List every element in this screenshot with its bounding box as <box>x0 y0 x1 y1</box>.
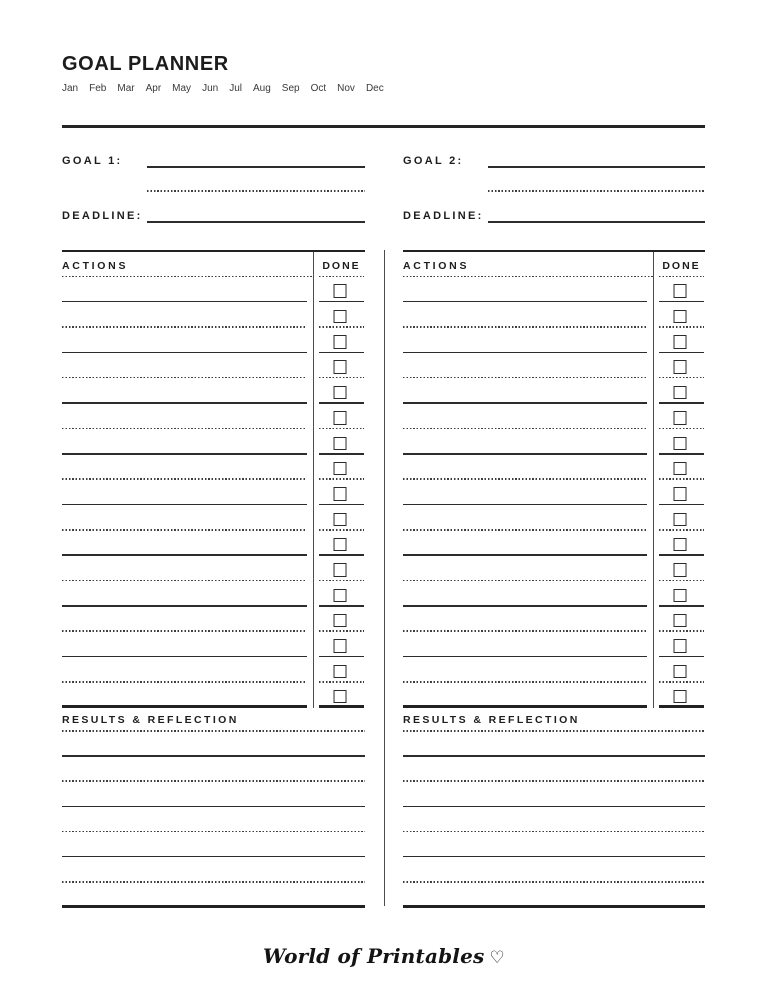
rule <box>403 580 647 582</box>
rule <box>62 580 307 582</box>
rule <box>488 221 705 223</box>
done-checkbox[interactable] <box>673 665 687 679</box>
action-write-line <box>403 277 653 302</box>
rule <box>62 881 365 883</box>
done-cell <box>654 328 705 353</box>
done-header: DONE <box>662 259 701 272</box>
results-write-line <box>403 857 705 882</box>
action-write-line <box>403 581 653 606</box>
rule <box>62 478 307 480</box>
done-cell <box>654 455 705 480</box>
done-cell <box>314 277 365 302</box>
done-cell <box>654 683 705 708</box>
rule <box>403 630 647 632</box>
rule <box>62 428 307 430</box>
rule <box>147 190 365 192</box>
action-write-line <box>62 607 313 632</box>
done-cell <box>314 556 365 581</box>
results-write-line <box>403 807 705 832</box>
rule <box>62 554 307 556</box>
done-cell <box>654 353 705 378</box>
results-write-line <box>403 757 705 782</box>
action-write-line <box>62 683 313 708</box>
done-cell <box>654 531 705 556</box>
goal-1-column <box>62 148 365 908</box>
rule <box>62 656 307 658</box>
done-checkbox[interactable] <box>333 335 347 349</box>
done-header: DONE <box>322 259 361 272</box>
rule <box>319 705 364 708</box>
done-checkbox[interactable] <box>673 462 687 476</box>
goal-2-column <box>403 148 705 908</box>
rule <box>403 352 647 354</box>
done-checkbox[interactable] <box>333 538 347 552</box>
rule <box>403 755 705 757</box>
action-write-line <box>62 328 313 353</box>
rule <box>403 529 647 531</box>
rule <box>403 605 647 607</box>
rule <box>403 554 647 556</box>
action-write-line <box>403 429 653 454</box>
done-cell <box>314 581 365 606</box>
rule <box>62 377 307 379</box>
done-checkbox[interactable] <box>333 614 347 628</box>
done-checkbox[interactable] <box>673 284 687 298</box>
rule <box>403 705 647 708</box>
results-write-line <box>62 807 365 832</box>
action-write-line <box>403 378 653 403</box>
done-checkbox[interactable] <box>333 284 347 298</box>
action-write-line <box>62 353 313 378</box>
rule <box>403 402 647 404</box>
done-checkbox[interactable] <box>333 462 347 476</box>
done-checkbox[interactable] <box>673 487 687 501</box>
results-write-line <box>403 883 705 908</box>
action-write-line <box>403 505 653 530</box>
done-cell <box>654 378 705 403</box>
rule <box>403 856 705 858</box>
action-write-line <box>62 657 313 682</box>
rule <box>62 856 365 858</box>
month-may: May <box>172 83 192 94</box>
done-checkbox[interactable] <box>333 513 347 527</box>
done-cell <box>314 505 365 530</box>
rule <box>403 377 647 379</box>
done-checkbox[interactable] <box>673 360 687 374</box>
month-feb: Feb <box>89 83 107 94</box>
rule <box>147 166 365 168</box>
rule <box>403 681 647 683</box>
rule <box>62 276 313 278</box>
done-checkbox[interactable] <box>673 690 687 704</box>
rule <box>62 504 307 506</box>
month-sep: Sep <box>281 83 300 94</box>
goal-2-write-line <box>488 166 705 168</box>
rule <box>62 681 307 683</box>
brand-name: World of Printables <box>263 944 485 968</box>
actions-header: ACTIONS <box>403 259 470 272</box>
done-cell <box>654 480 705 505</box>
rule <box>62 453 307 455</box>
done-cell <box>314 632 365 657</box>
actions-table-2 <box>403 250 705 708</box>
rule <box>62 780 365 782</box>
rule <box>403 301 647 303</box>
done-checkbox[interactable] <box>333 386 347 400</box>
action-write-line <box>62 455 313 480</box>
header-divider-rule <box>62 125 705 128</box>
action-write-line <box>62 556 313 581</box>
action-write-line <box>62 531 313 556</box>
goal-2-label: GOAL 2: <box>403 155 464 167</box>
month-jul: Jul <box>229 83 242 94</box>
rule <box>403 881 705 883</box>
done-cell <box>314 683 365 708</box>
month-oct: Oct <box>310 83 327 94</box>
actions-header-cell <box>403 252 653 278</box>
done-cell <box>654 581 705 606</box>
rule <box>403 478 647 480</box>
done-checkbox[interactable] <box>333 639 347 653</box>
month-dec: Dec <box>365 83 384 94</box>
results-header-2: RESULTS & REFLECTION <box>403 713 580 726</box>
action-write-line <box>403 353 653 378</box>
done-checkbox[interactable] <box>673 335 687 349</box>
done-cell <box>314 657 365 682</box>
deadline-2-label: DEADLINE: <box>403 209 484 222</box>
done-checkbox[interactable] <box>673 589 687 603</box>
rule <box>62 630 307 632</box>
done-checkbox[interactable] <box>333 589 347 603</box>
action-write-line <box>62 302 313 327</box>
deadline-1-write-line <box>147 221 365 223</box>
month-aug: Aug <box>252 83 271 94</box>
action-write-line <box>62 505 313 530</box>
actions-table-1 <box>62 250 365 708</box>
deadline-2-row <box>403 203 705 223</box>
actions-column-1 <box>62 252 314 708</box>
results-write-line <box>62 732 365 757</box>
done-checkbox[interactable] <box>673 614 687 628</box>
rule <box>62 806 365 808</box>
action-write-line <box>62 429 313 454</box>
done-cell <box>654 404 705 429</box>
done-checkbox[interactable] <box>673 437 687 451</box>
done-cell <box>654 607 705 632</box>
results-write-line <box>403 732 705 757</box>
done-checkbox[interactable] <box>673 563 687 577</box>
done-column-2 <box>654 252 705 708</box>
done-checkbox[interactable] <box>673 513 687 527</box>
action-write-line <box>62 632 313 657</box>
actions-column-2 <box>403 252 654 708</box>
rule <box>488 166 705 168</box>
done-checkbox[interactable] <box>333 411 347 425</box>
month-jun: Jun <box>202 83 219 94</box>
rule <box>62 326 307 328</box>
rule <box>62 605 307 607</box>
rule <box>403 428 647 430</box>
rule <box>403 905 705 908</box>
done-cell <box>654 632 705 657</box>
done-checkbox[interactable] <box>673 386 687 400</box>
goal-1-label: GOAL 1: <box>62 155 123 167</box>
done-cell <box>654 505 705 530</box>
done-cell <box>314 429 365 454</box>
action-write-line <box>403 683 653 708</box>
results-write-line <box>62 857 365 882</box>
done-cell <box>654 302 705 327</box>
results-write-line <box>62 832 365 857</box>
rule <box>62 301 307 303</box>
done-checkbox[interactable] <box>673 411 687 425</box>
done-cell <box>314 607 365 632</box>
rule <box>403 453 647 455</box>
deadline-1-label: DEADLINE: <box>62 209 143 222</box>
action-write-line <box>403 556 653 581</box>
done-checkbox[interactable] <box>673 310 687 324</box>
action-write-line <box>403 531 653 556</box>
rule <box>403 831 705 833</box>
deadline-2-write-line <box>488 221 705 223</box>
action-write-line <box>62 404 313 429</box>
done-checkbox[interactable] <box>333 563 347 577</box>
action-write-line <box>403 632 653 657</box>
action-write-line <box>403 607 653 632</box>
rule <box>62 352 307 354</box>
action-write-line <box>403 480 653 505</box>
actions-header-cell <box>62 252 313 278</box>
done-checkbox[interactable] <box>333 690 347 704</box>
month-nov: Nov <box>337 83 355 94</box>
brand-footer <box>0 944 768 968</box>
results-write-line <box>403 832 705 857</box>
done-cell <box>314 378 365 403</box>
rule <box>62 831 365 833</box>
results-lines-1 <box>62 732 365 908</box>
goal-1-write-line <box>147 166 365 168</box>
results-write-line <box>62 883 365 908</box>
results-write-line <box>62 757 365 782</box>
done-header-cell <box>314 252 365 278</box>
rule <box>147 221 365 223</box>
done-checkbox[interactable] <box>333 665 347 679</box>
action-write-line <box>403 455 653 480</box>
done-cell <box>314 353 365 378</box>
goal-2-dotted-line <box>488 190 705 192</box>
done-header-cell <box>654 252 705 278</box>
month-apr: Apr <box>145 83 162 94</box>
done-checkbox[interactable] <box>333 360 347 374</box>
done-cell <box>654 277 705 302</box>
results-write-line <box>62 782 365 807</box>
column-divider <box>384 250 385 906</box>
done-column-1 <box>314 252 365 708</box>
rule <box>62 529 307 531</box>
done-checkbox[interactable] <box>333 437 347 451</box>
month-jan: Jan <box>62 83 79 94</box>
done-checkbox[interactable] <box>673 538 687 552</box>
rule <box>62 755 365 757</box>
action-write-line <box>403 404 653 429</box>
rule <box>403 806 705 808</box>
done-checkbox[interactable] <box>333 310 347 324</box>
done-cell <box>654 429 705 454</box>
rule <box>62 705 307 708</box>
goal-1-row <box>62 148 365 168</box>
done-cell <box>314 302 365 327</box>
deadline-1-row <box>62 203 365 223</box>
rule <box>488 190 705 192</box>
results-section-2 <box>403 714 705 908</box>
results-write-line <box>403 782 705 807</box>
goal-2-row <box>403 148 705 168</box>
done-cell <box>314 480 365 505</box>
heart-icon: ♡ <box>489 948 505 968</box>
action-write-line <box>62 581 313 606</box>
action-write-line <box>403 302 653 327</box>
action-write-line <box>403 328 653 353</box>
done-cell <box>314 455 365 480</box>
action-write-line <box>62 378 313 403</box>
results-section-1 <box>62 714 365 908</box>
goal-1-dotted-line <box>147 190 365 192</box>
page-title: GOAL PLANNER <box>62 53 229 75</box>
rule <box>659 705 704 708</box>
done-checkbox[interactable] <box>333 487 347 501</box>
results-lines-2 <box>403 732 705 908</box>
rule <box>403 780 705 782</box>
rule <box>403 276 653 278</box>
action-write-line <box>62 480 313 505</box>
action-write-line <box>62 277 313 302</box>
actions-header: ACTIONS <box>62 259 129 272</box>
months-row <box>62 83 384 94</box>
rule <box>62 402 307 404</box>
done-cell <box>314 531 365 556</box>
done-cell <box>314 404 365 429</box>
done-cell <box>654 657 705 682</box>
month-mar: Mar <box>117 83 135 94</box>
done-cell <box>654 556 705 581</box>
rule <box>62 905 365 908</box>
rule <box>403 504 647 506</box>
action-write-line <box>403 657 653 682</box>
rule <box>403 656 647 658</box>
done-cell <box>314 328 365 353</box>
done-checkbox[interactable] <box>673 639 687 653</box>
rule <box>403 326 647 328</box>
results-header-1: RESULTS & REFLECTION <box>62 713 239 726</box>
